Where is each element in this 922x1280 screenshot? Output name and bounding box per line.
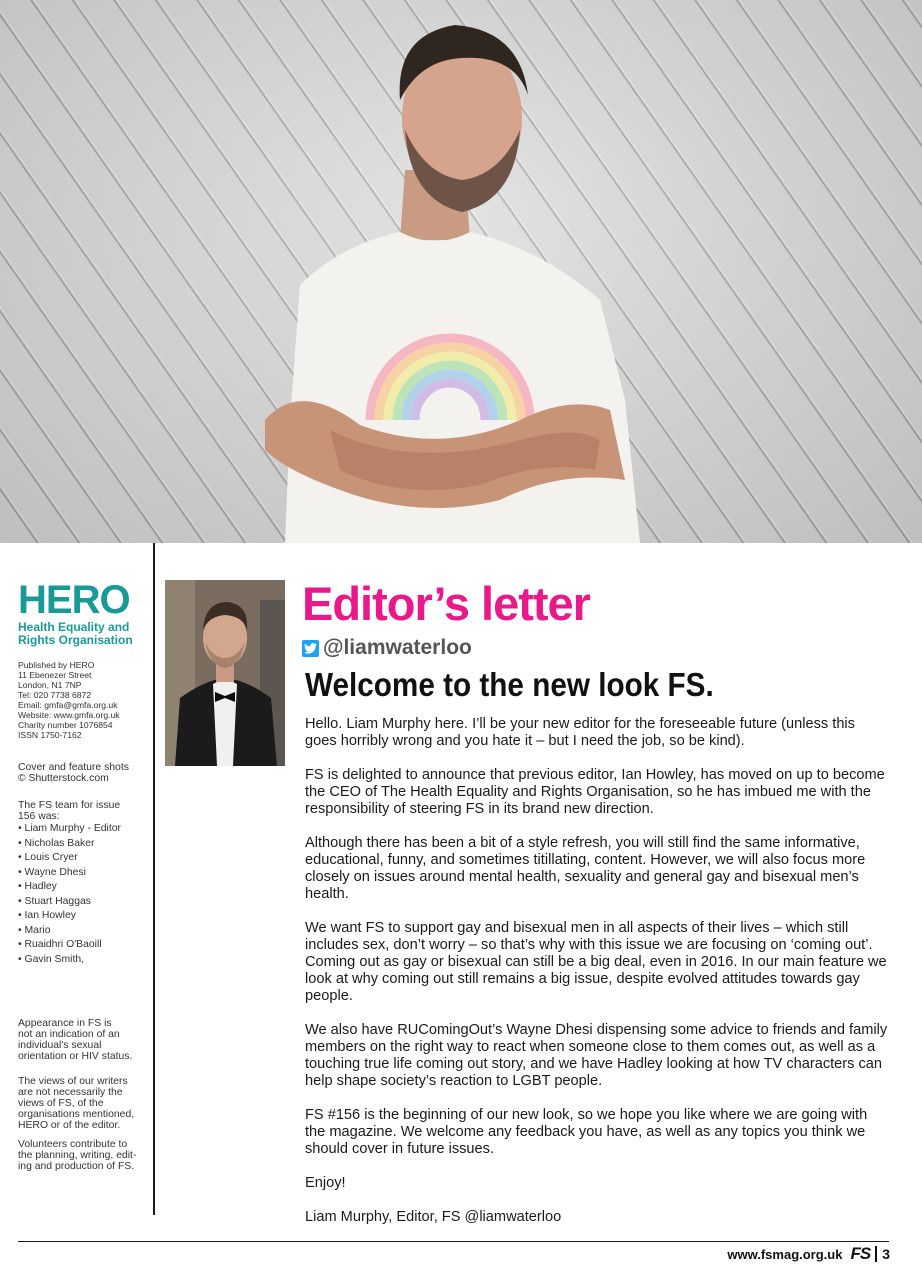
publisher-line: ISSN 1750-7162 (18, 730, 82, 740)
team-member: • Ian Howley (18, 910, 76, 921)
team-member: • Wayne Dhesi (18, 866, 86, 878)
man-with-rainbow-tshirt-illustration (0, 0, 922, 543)
paragraph: FS is delighted to announce that previous editor, Ian Howley, has moved on up to become the CEO of The Health Equality and Rights Organisation, so he has imbued me with the responsibility of steering FS in its brand new direction. (305, 767, 885, 817)
org-name: Health Equality and Rights Organisation (18, 620, 133, 647)
editor-portrait (165, 580, 285, 766)
team-list (18, 822, 150, 967)
paragraph: We want FS to support gay and bisexual men in all aspects of their lives – which still includes sex, don’t worry – so that’s why with this issue we are focusing on ‘coming out’. Coming out as gay or bisexual can still be a big deal, even in 2016. In our main feature we look at why coming out still remains a big issue, despite evolved attitudes towards gay people. (305, 920, 887, 1004)
paragraph: Enjoy! (305, 1175, 346, 1191)
team-member: • Stuart Haggas (18, 895, 91, 907)
twitter-handle[interactable]: @liamwaterloo (323, 636, 472, 659)
website-link[interactable]: www.fsmag.org.uk (727, 1246, 843, 1262)
editor-photo-illustration (165, 580, 285, 766)
disclaimer-orientation: Appearance in FS is not an indication of an individual's sexual orientation or HIV status. (18, 1018, 133, 1062)
publisher-line: Tel: 020 7738 6872 (18, 690, 92, 700)
page-separator (875, 1246, 877, 1262)
team-member: • Nicholas Baker (18, 837, 95, 849)
team-member: • Mario (18, 924, 51, 936)
footer (727, 1244, 890, 1264)
article-headline: Welcome to the new look FS. (305, 666, 714, 703)
disclaimer-volunteers: Volunteers contribute to the planning, writing, edit- ing and production of FS. (18, 1139, 137, 1172)
paragraph: Hello. Liam Murphy here. I’ll be your new editor for the foreseeable future (unless this goes horribly wrong and you hate it – but I need the job, so be kind). (305, 716, 855, 749)
publisher-line: Website: www.gmfa.org.uk (18, 710, 120, 720)
twitter-icon (302, 640, 319, 657)
paragraph: FS #156 is the beginning of our new look, so we hope you like where we are going with the magazine. We welcome any feedback you have, as well as any topics you think we should cover in future issues. (305, 1107, 868, 1157)
team-member: • Hadley (18, 881, 57, 892)
paragraph: Although there has been a bit of a style refresh, you will still find the same informative, educational, funny, and sometimes titillating, content. However, we will also focus more closely on issues around mental health, sexuality and general gay and bisexual men’s health. (305, 835, 866, 902)
fs-logo: FS (850, 1244, 871, 1263)
team-member: • Liam Murphy - Editor (18, 823, 121, 834)
signature: Liam Murphy, Editor, FS @liamwaterloo (305, 1209, 562, 1225)
paragraph: We also have RUComingOut’s Wayne Dhesi dispensing some advice to friends and family members on the right way to react when someone close to them comes out, as well as a touching true life coming out story, and we have Hadley looking at how TV characters can help shape society’s reaction to LGBT people. (305, 1022, 888, 1089)
publisher-line: Published by HERO (18, 660, 95, 670)
publisher-line: 11 Ebenezer Street (18, 670, 92, 680)
cover-photo (0, 0, 922, 543)
hero-logo: HERO (18, 578, 130, 622)
photo-credits: Cover and feature shots © Shutterstock.com (18, 762, 129, 784)
publisher-line: London, N1 7NP (18, 680, 82, 690)
column-divider (153, 543, 155, 1215)
page-number: 3 (882, 1246, 890, 1262)
publisher-line: Email: gmfa@gmfa.org.uk (18, 700, 118, 710)
team-member: • Ruaidhri O'Baoill (18, 939, 102, 950)
team-member: • Gavin Smith, (18, 953, 85, 965)
disclaimer-views: The views of our writers are not necessarily the views of FS, of the organisations mentioned, HERO or of the editor. (18, 1076, 135, 1131)
publisher-info (18, 660, 150, 740)
sidebar (18, 580, 150, 1172)
page-title: Editor’s letter (302, 577, 590, 630)
publisher-line: Charity number 1076854 (18, 720, 113, 730)
twitter-handle-row[interactable] (302, 637, 472, 659)
team-member: • Louis Cryer (18, 852, 78, 863)
team-intro: The FS team for issue 156 was: (18, 800, 121, 822)
footer-rule (18, 1241, 889, 1242)
article-body (305, 716, 890, 1243)
